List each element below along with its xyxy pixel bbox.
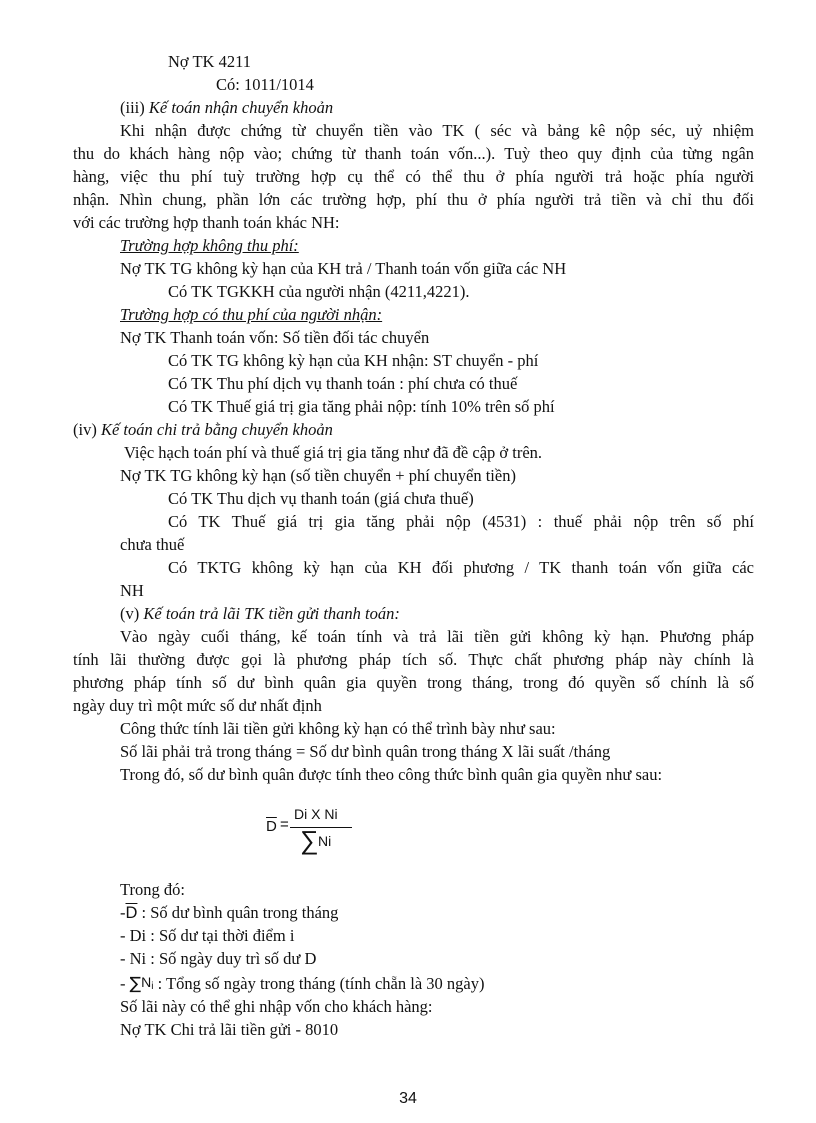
heading-v: (v) Kế toán trả lãi TK tiền gửi thanh toán: — [120, 604, 400, 623]
entry-credit-1011: Có: 1011/1014 — [216, 75, 314, 94]
entry-line: Nợ TK TG không kỳ hạn (số tiền chuyển + phí chuyển tiền) — [120, 466, 516, 485]
entry-line: Có TK TG không kỳ hạn của KH nhận: ST chuyển - phí — [168, 351, 539, 370]
definitions-intro: Trong đó: — [120, 880, 185, 899]
definition-ni: - Ni : Số ngày duy trì số dư D — [120, 949, 317, 968]
paragraph-line: tính lãi thường được gọi là phương pháp tích số. Thực chất phương pháp này chính là — [73, 650, 754, 669]
entry-line: chưa thuế — [120, 535, 185, 554]
paragraph-line: Khi nhận được chứng từ chuyển tiền vào TK ( séc và bảng kê nộp séc, uỷ nhiệm — [120, 121, 754, 140]
case-no-fee-heading: Trường hợp không thu phí: — [120, 236, 299, 255]
paragraph-line: phương pháp tính số dư bình quân gia quyền trong tháng, trong đó quyền số chính là số — [73, 673, 754, 692]
weighted-average-formula — [262, 806, 382, 858]
paragraph-line: hàng, việc thu phí tuỳ trường hợp cụ thể có thể thu ở phía người trả hoặc phía người — [73, 167, 754, 186]
entry-line: NH — [120, 581, 144, 600]
definition-d: $-\overline{D}$ : Số dư bình quân trong tháng — [120, 903, 339, 922]
capitalization-note: Số lãi này có thể ghi nhập vốn cho khách hàng: — [120, 997, 433, 1016]
paragraph-line: ngày duy trì một mức số dư nhất định — [73, 696, 322, 715]
entry-line: Có TKTG không kỳ hạn của KH đối phương / TK thanh toán vốn giữa các — [168, 558, 754, 577]
paragraph-line: với các trường hợp thanh toán khác NH: — [73, 213, 340, 232]
paragraph-line: Vào ngày cuối tháng, kế toán tính và trả lãi tiền gửi không kỳ hạn. Phương pháp — [120, 627, 754, 646]
entry-line: Có TK Thuế giá trị gia tăng phải nộp (4531) : thuế phải nộp trên số phí — [168, 512, 754, 531]
entry-line: Có TK Thu dịch vụ thanh toán (giá chưa thuế) — [168, 489, 474, 508]
formula-equals: = — [280, 816, 289, 833]
formula-lhs: $\overline{D}$ — [266, 818, 277, 835]
heading-iv: (iv) Kế toán chi trả bằng chuyển khoản — [73, 420, 333, 439]
paragraph-line: Trong đó, số dư bình quân được tính theo công thức bình quân gia quyền như sau: — [120, 765, 663, 784]
paragraph-line: thu do khách hàng nộp vào; chứng từ thanh toán vốn...). Tuỳ theo quy định của từng ngân — [73, 144, 754, 163]
heading-iii: (iii) Kế toán nhận chuyển khoản — [120, 98, 334, 117]
entry-line: Có TK Thuế giá trị gia tăng phải nộp: tính 10% trên số phí — [168, 397, 555, 416]
entry-interest-8010: Nợ TK Chi trả lãi tiền gửi - 8010 — [120, 1020, 339, 1039]
paragraph-line: nhận. Nhìn chung, phần lớn các trường hợp, phí thu ở phía người trả tiền và chỉ thu đối — [73, 190, 754, 209]
formula-denominator: Ni — [318, 833, 332, 849]
sigma-icon: ∑ — [129, 974, 142, 994]
entry-line: Nợ TK Thanh toán vốn: Số tiền đối tác chuyển — [120, 328, 430, 347]
definition-sum: - ∑Ni : Tổng số ngày trong tháng (tính chẵn là 30 ngày) — [120, 974, 485, 994]
formula-numerator: Di X Ni — [294, 806, 338, 822]
entry-debit-4211: Nợ TK 4211 — [168, 52, 251, 71]
paragraph-line: Số lãi phải trả trong tháng = Số dư bình quân trong tháng X lãi suất /tháng — [120, 742, 611, 761]
case-with-fee-heading: Trường hợp có thu phí của người nhận: — [120, 305, 383, 324]
entry-line: Nợ TK TG không kỳ hạn của KH trả / Thanh toán vốn giữa các NH — [120, 259, 567, 278]
paragraph-line: Việc hạch toán phí và thuế giá trị gia tăng như đã đề cập ở trên. — [124, 443, 543, 462]
entry-line: Có TK Thu phí dịch vụ thanh toán : phí chưa có thuế — [168, 374, 518, 393]
page-number: 34 — [399, 1090, 417, 1107]
definition-di: - Di : Số dư tại thời điểm i — [120, 926, 295, 945]
paragraph-line: Công thức tính lãi tiền gửi không kỳ hạn có thể trình bày như sau: — [120, 719, 556, 738]
entry-line: Có TK TGKKH của người nhận (4211,4221). — [168, 282, 470, 301]
sigma-icon: ∑ — [300, 825, 319, 855]
